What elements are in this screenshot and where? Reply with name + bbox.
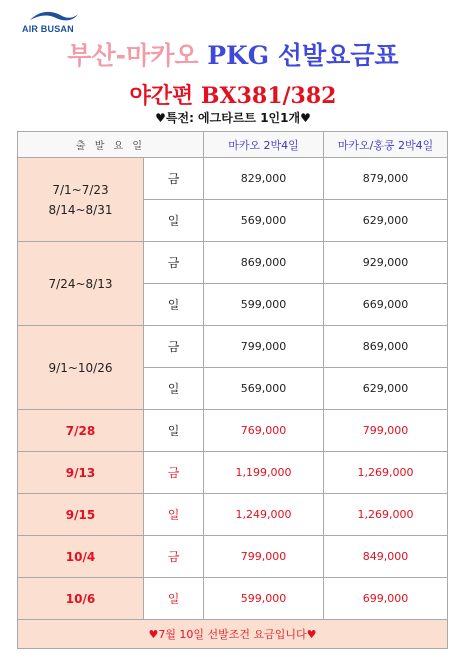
table-footer-row (18, 620, 448, 649)
title-pkg: PKG (207, 41, 270, 70)
price-macau-hongkong: 799,000 (324, 410, 448, 452)
fare-table (17, 131, 448, 649)
air-busan-logo (20, 8, 90, 36)
price-macau-hongkong: 929,000 (324, 242, 448, 284)
table-header-row (18, 132, 448, 158)
price-macau: 599,000 (204, 578, 324, 620)
period-cell: 10/6 (18, 578, 144, 620)
day-cell: 일 (144, 200, 204, 242)
table-row (18, 494, 448, 536)
day-cell: 금 (144, 452, 204, 494)
price-macau-hongkong: 629,000 (324, 368, 448, 410)
price-macau: 569,000 (204, 200, 324, 242)
price-macau-hongkong: 699,000 (324, 578, 448, 620)
price-macau-hongkong: 879,000 (324, 158, 448, 200)
price-macau-hongkong: 669,000 (324, 284, 448, 326)
special-benefit: ♥특전: 에그타르트 1인1개♥ (155, 111, 311, 125)
wave-logo-icon (28, 8, 80, 24)
period-line: 9/1~10/26 (48, 360, 113, 375)
header-macau-hongkong: 마카오/홍콩 2박4일 (324, 132, 448, 158)
price-macau-hongkong: 1,269,000 (324, 452, 448, 494)
price-macau: 799,000 (204, 326, 324, 368)
price-macau-hongkong: 1,269,000 (324, 494, 448, 536)
footer-note: ♥7월 10일 선발조건 요금입니다♥ (18, 620, 448, 649)
period-cell: 9/15 (18, 494, 144, 536)
day-cell: 일 (144, 578, 204, 620)
header-departure-day: 출 발 요 일 (18, 132, 204, 158)
price-macau: 1,199,000 (204, 452, 324, 494)
period-cell (18, 242, 144, 326)
day-cell: 일 (144, 494, 204, 536)
price-macau: 869,000 (204, 242, 324, 284)
header-macau: 마카오 2박4일 (204, 132, 324, 158)
day-cell: 금 (144, 158, 204, 200)
table-row (18, 242, 448, 284)
table-row (18, 578, 448, 620)
table-row (18, 158, 448, 200)
period-cell (18, 158, 144, 242)
table-row (18, 326, 448, 368)
table-row (18, 452, 448, 494)
period-cell: 10/4 (18, 536, 144, 578)
price-macau-hongkong: 869,000 (324, 326, 448, 368)
flight-subtitle: 야간편 BX381/382 (129, 83, 337, 109)
day-cell: 일 (144, 410, 204, 452)
day-cell: 금 (144, 536, 204, 578)
price-macau: 799,000 (204, 536, 324, 578)
day-cell: 일 (144, 284, 204, 326)
period-line: 7/1~7/23 (52, 182, 109, 197)
logo-text: AIR BUSAN (22, 24, 74, 34)
period-line: 8/14~8/31 (48, 202, 113, 217)
price-macau: 769,000 (204, 410, 324, 452)
title-route: 부산-마카오 (67, 41, 199, 70)
page-title (0, 36, 466, 72)
price-macau-hongkong: 849,000 (324, 536, 448, 578)
day-cell: 일 (144, 368, 204, 410)
price-macau-hongkong: 629,000 (324, 200, 448, 242)
period-cell (18, 326, 144, 410)
day-cell: 금 (144, 326, 204, 368)
table-row (18, 410, 448, 452)
price-macau: 599,000 (204, 284, 324, 326)
table-row (18, 536, 448, 578)
day-cell: 금 (144, 242, 204, 284)
title-fare-table: 선발요금표 (277, 41, 399, 70)
price-macau: 569,000 (204, 368, 324, 410)
period-cell: 9/13 (18, 452, 144, 494)
price-macau: 829,000 (204, 158, 324, 200)
period-line: 7/24~8/13 (48, 276, 113, 291)
price-macau: 1,249,000 (204, 494, 324, 536)
period-cell: 7/28 (18, 410, 144, 452)
